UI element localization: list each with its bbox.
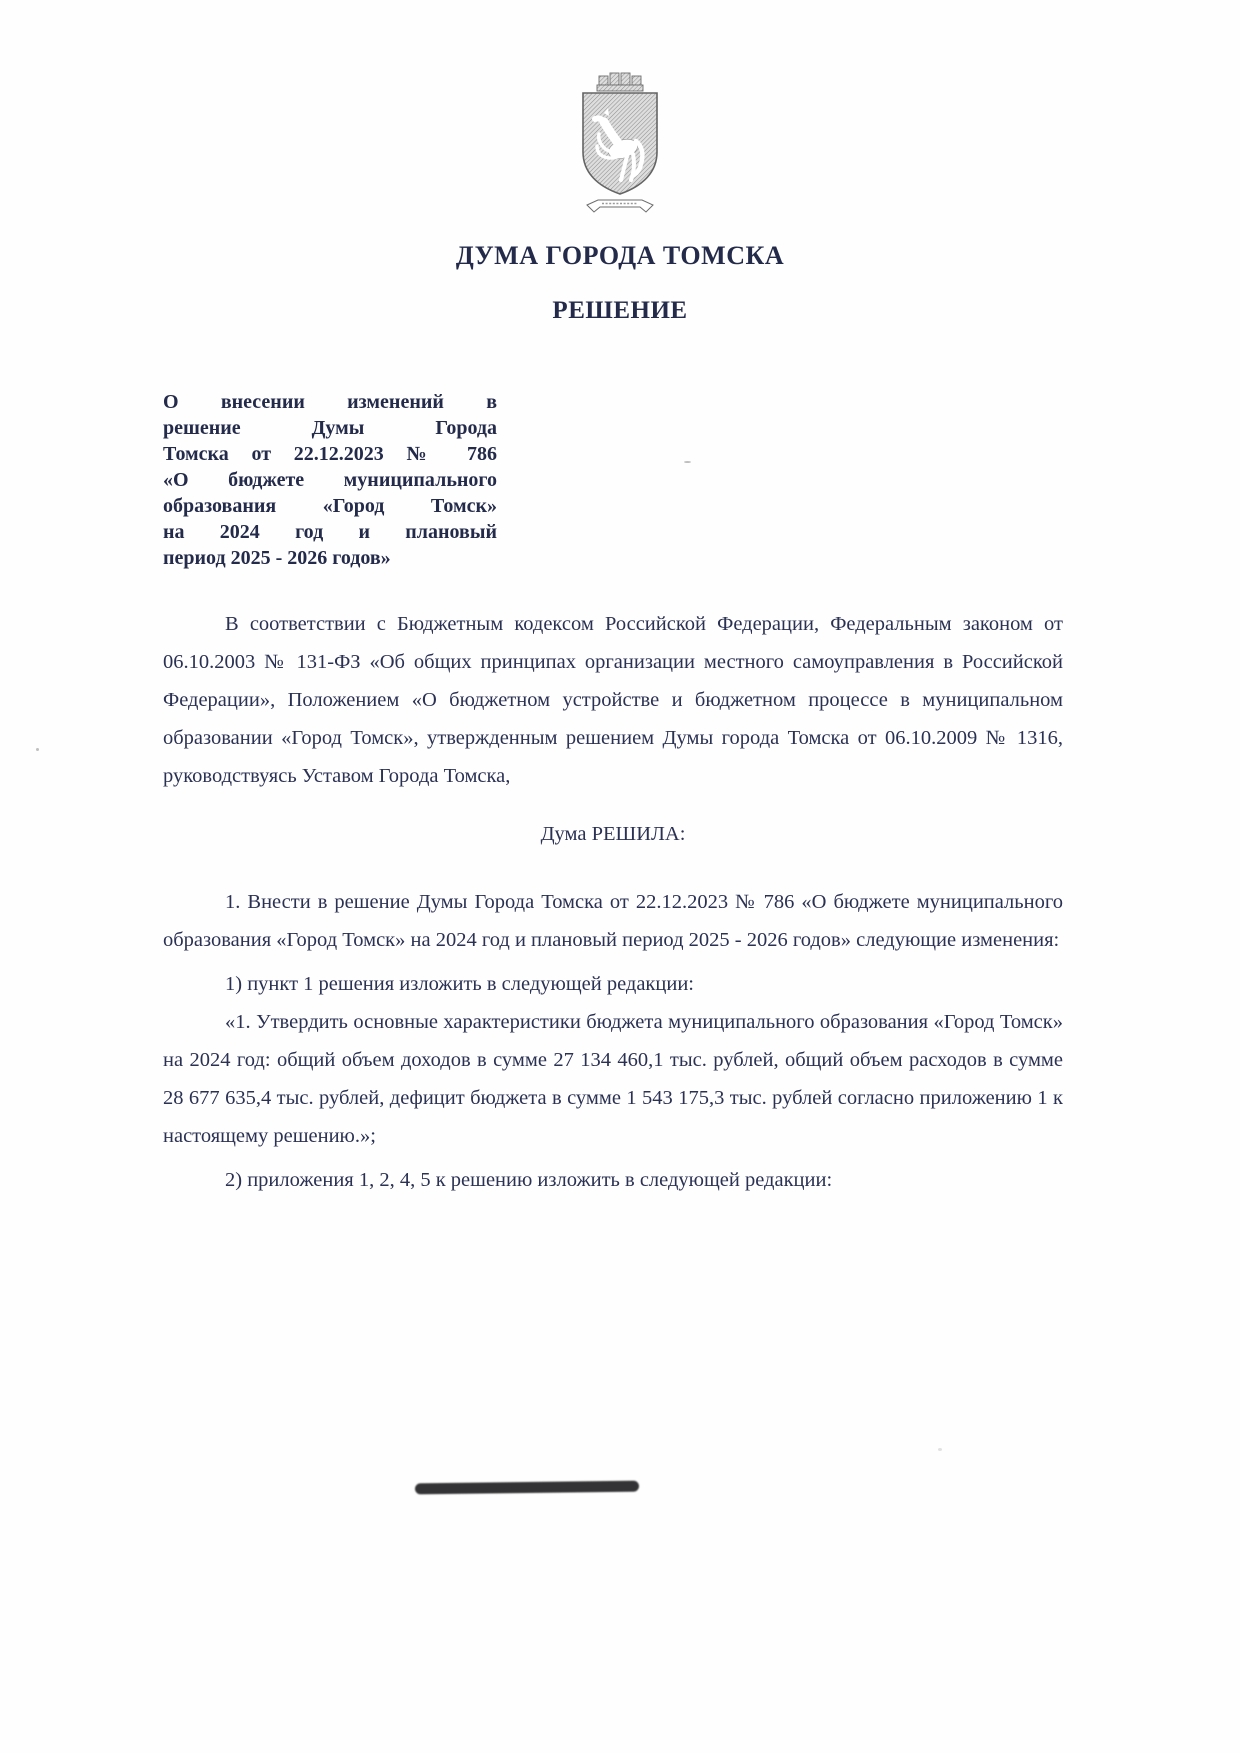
document-type-heading: РЕШЕНИЕ <box>552 297 688 324</box>
subitem-2-paragraph: 2) приложения 1, 2, 4, 5 к решению изложить в следующей редакции: <box>225 1169 833 1191</box>
subject-line: Томска от 22.12.2023 № 786 <box>163 443 497 465</box>
tomsk-coat-of-arms-icon <box>575 72 665 224</box>
subitem-1-paragraph: 1) пункт 1 решения изложить в следующей редакции: <box>225 973 694 995</box>
subject-line: период 2025 - 2026 годов» <box>163 547 391 569</box>
emblem-area <box>0 72 1240 229</box>
scan-noise <box>36 748 39 751</box>
subject-line: О внесении изменений в <box>163 391 497 413</box>
organization-title: ДУМА ГОРОДА ТОМСКА <box>455 241 785 270</box>
scan-noise <box>938 1448 942 1451</box>
item-1-paragraph: 1. Внести в решение Думы Города Томска от 22.12.2023 № 786 «О бюджете муниципального образования «Город Томск» на 2024 год и плановый период 2025 - 2026 годов» следующие изменения: <box>163 891 1063 951</box>
ribbon-icon <box>587 200 653 212</box>
subject-line: «О бюджете муниципального <box>163 469 497 491</box>
subject-line: образования «Город Томск» <box>163 495 497 517</box>
preamble-paragraph: В соответствии с Бюджетным кодексом Российской Федерации, Федеральным законом от 06.10.2003 № 131-ФЗ «Об общих принципах организации местного самоуправления в Российской Федерации», Положением «О бюджетном устройстве и бюджетном процессе в муниципальном образовании «Город Томск», утвержденным решением Думы города Томска от 06.10.2009 № 1316, руководствуясь Уставом Города Томска, <box>163 613 1063 787</box>
ink-smudge <box>415 1481 639 1495</box>
quoted-revision-paragraph: «1. Утвердить основные характеристики бюджета муниципального образования «Город Томск» на 2024 год: общий объем доходов в сумме 27 134 460,1 тыс. рублей, общий объем расходов в сумме 28 677 635,4 тыс. рублей, дефицит бюджета в сумме 1 543 175,3 тыс. рублей согласно приложению 1 к настоящему решению.»; <box>163 1011 1063 1147</box>
scan-noise <box>684 461 691 463</box>
crown-icon <box>597 73 643 91</box>
subject-line: решение Думы Города <box>163 417 497 439</box>
resolved-heading: Дума РЕШИЛА: <box>540 823 686 845</box>
document-subject-block <box>163 389 497 571</box>
subject-line: на 2024 год и плановый <box>163 521 497 543</box>
